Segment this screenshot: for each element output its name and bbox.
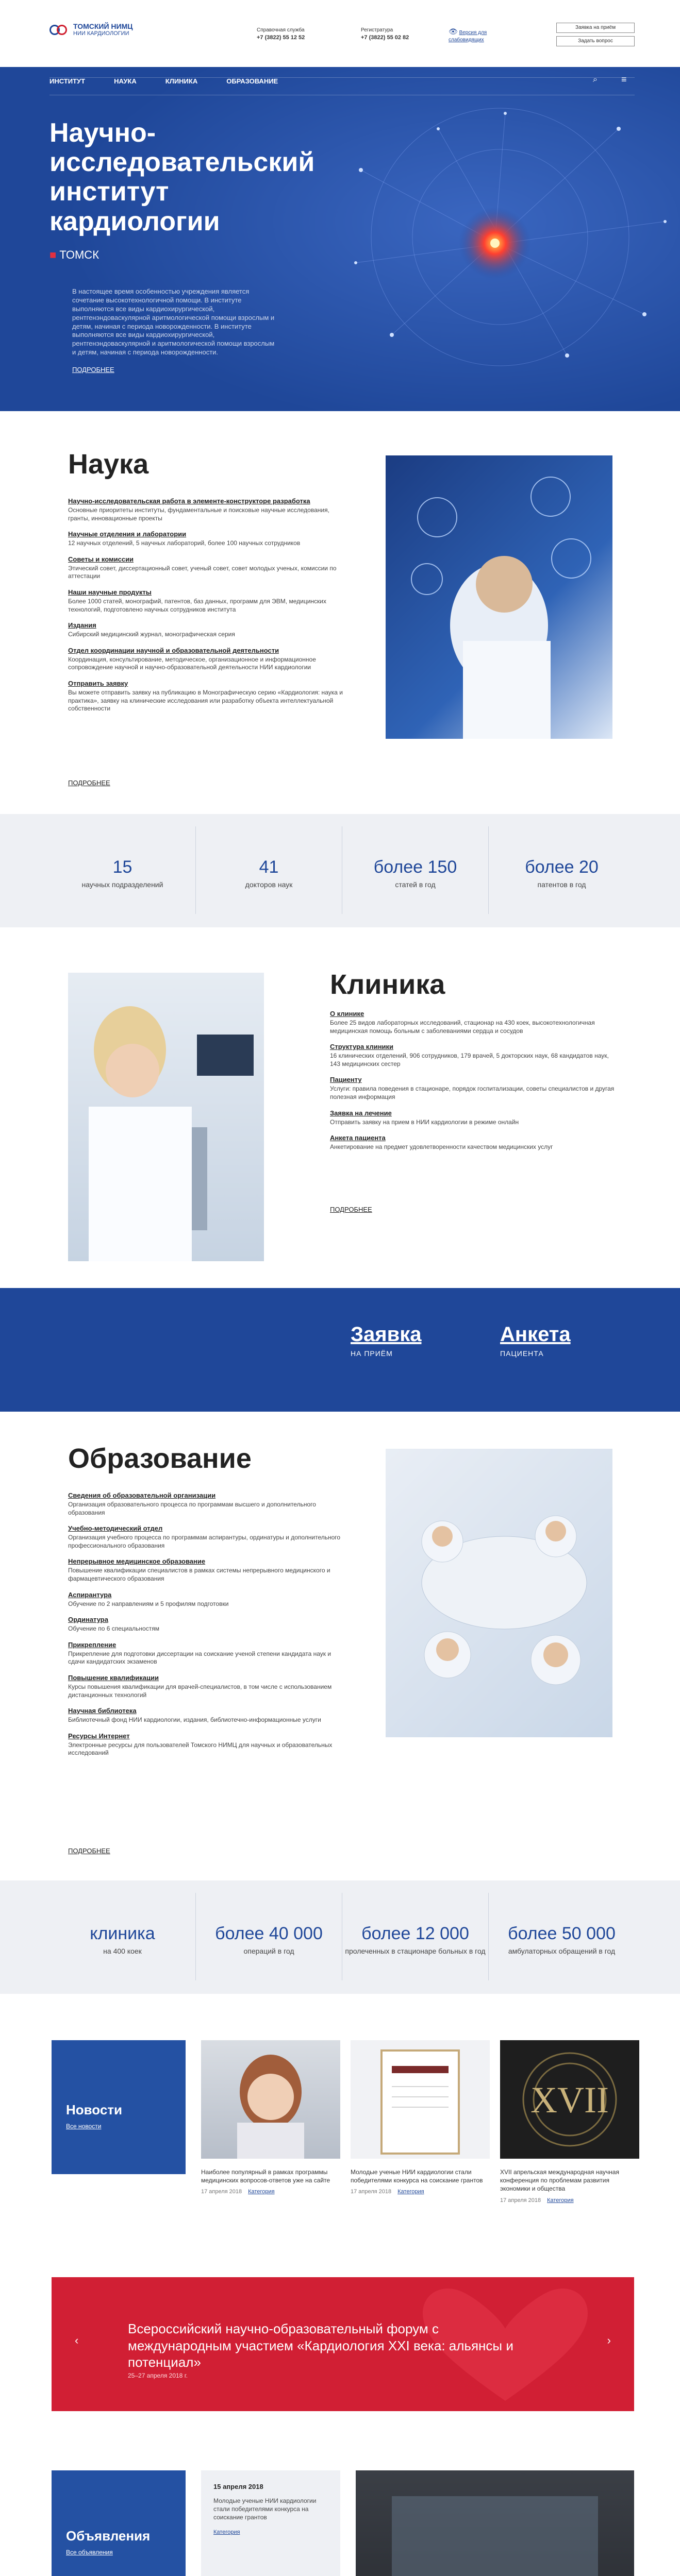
list-item-desc: Прикрепление для подготовки диссертации на соискание ученой степени кандидата наук и сдачи кандидатских экзаменов	[68, 1650, 331, 1666]
stat-value: 41	[259, 857, 279, 877]
search-icon[interactable]: ⌕	[593, 75, 598, 84]
list-item	[330, 1076, 619, 1101]
site-logo[interactable]	[49, 23, 133, 37]
stat-label: амбулаторных обращений в год	[508, 1947, 616, 1955]
list-item-link[interactable]: Повышение квалификации	[68, 1673, 159, 1682]
list-item	[330, 1043, 619, 1068]
list-item-link[interactable]: Непрерывное медицинское образование	[68, 1557, 206, 1566]
nav-science[interactable]: НАУКА	[114, 77, 137, 85]
stats-science	[0, 814, 680, 927]
news-photo	[351, 2040, 490, 2159]
list-item-link[interactable]: Ресурсы Интернет	[68, 1732, 130, 1740]
news-photo	[500, 2040, 639, 2159]
list-item-desc: Электронные ресурсы для пользователей Томского НИМЦ для научных и образовательных исследований	[68, 1741, 333, 1757]
list-item-link[interactable]: Пациенту	[330, 1076, 362, 1084]
hero	[0, 67, 680, 411]
list-item-link[interactable]: Заявка на лечение	[330, 1109, 392, 1117]
svg-text:XVII: XVII	[530, 2079, 609, 2121]
list-item-link[interactable]: Научная библиотека	[68, 1707, 137, 1715]
list-item-desc: Курсы повышения квалификации для врачей-специалистов, в том числе с использованием дистанционных технологий	[68, 1683, 332, 1699]
list-item	[68, 1616, 346, 1633]
nav-institute[interactable]: ИНСТИТУТ	[49, 77, 86, 85]
hero-more-link[interactable]: ПОДРОБНЕЕ	[72, 366, 114, 374]
stat-value: клиника	[90, 1924, 155, 1943]
list-item-desc: Отправить заявку на прием в НИИ кардиологии в режиме онлайн	[330, 1118, 519, 1126]
list-item	[330, 1109, 619, 1127]
list-item	[68, 497, 346, 522]
stat-value: более 150	[373, 857, 457, 877]
forum-banner[interactable]	[52, 2277, 634, 2411]
list-item-link[interactable]: Издания	[68, 621, 96, 630]
science-list	[68, 497, 346, 721]
apply-button[interactable]: Заявка на приём	[556, 23, 635, 33]
stat-label: докторов наук	[245, 880, 293, 889]
nav-education[interactable]: ОБРАЗОВАНИЕ	[226, 77, 278, 85]
stat-item	[49, 1893, 196, 1980]
banner-date: 25–27 апреля 2018 г.	[128, 2372, 188, 2379]
list-item	[68, 588, 346, 614]
news-photo	[201, 2040, 340, 2159]
list-item	[68, 680, 346, 713]
list-item-link[interactable]: Отправить заявку	[68, 679, 128, 687]
education-list	[68, 1492, 346, 1765]
stat-label: операций в год	[243, 1947, 294, 1955]
hero-title: Научно-исследовательский институт кардиологии	[49, 118, 315, 236]
all-ads-link[interactable]: Все объявления	[66, 2549, 113, 2556]
list-item-link[interactable]: Аспирантура	[68, 1590, 112, 1599]
list-item	[68, 1591, 346, 1608]
list-item-link[interactable]: Научно-исследовательская работа в элементе-конструкторе разработка	[68, 497, 310, 505]
stat-value: более 12 000	[361, 1924, 469, 1943]
news-card[interactable]: Наиболее популярный в рамках программы медицинских вопросов-ответов уже на сайте 17 апреля 2018 Категория	[201, 2040, 340, 2195]
stat-item	[489, 826, 635, 914]
list-item-desc: Обучение по 2 направлениям и 5 профилям подготовки	[68, 1600, 229, 1607]
list-item-link[interactable]: Структура клиники	[330, 1043, 394, 1051]
list-item	[68, 1557, 346, 1583]
stat-label: на 400 коек	[103, 1947, 142, 1955]
news-card[interactable]: Молодые ученые НИИ кардиологии стали победителями конкурса на соискание грантов 17 апреля 2018 Категория	[351, 2040, 490, 2195]
clinic-more-link[interactable]: ПОДРОБНЕЕ	[330, 1206, 372, 1213]
clinic-list	[330, 1010, 619, 1159]
list-item-desc: Координация, консультирование, методическое, организационное и информационное сопровождение научной и научно-образовательной деятельности НИИ кардиологии	[68, 655, 316, 671]
header	[0, 0, 680, 67]
list-item-link[interactable]: Сведения об образовательной организации	[68, 1492, 216, 1499]
list-item	[68, 1732, 346, 1757]
stat-item	[342, 826, 489, 914]
list-item-desc: 12 научных отделений, 5 научных лабораторий, более 100 научных сотрудников	[68, 539, 301, 547]
stat-item	[342, 1893, 489, 1980]
survey-cta[interactable]: Анкета ПАЦИЕНТА	[500, 1323, 571, 1358]
cta-section	[0, 1288, 680, 1412]
news-tile[interactable]: Новости Все новости	[52, 2040, 186, 2174]
list-item-link[interactable]: О клинике	[330, 1010, 364, 1018]
ad-category-link[interactable]: Категория	[213, 2529, 240, 2535]
ad-card[interactable]: 15 апреля 2018 Молодые ученые НИИ кардиологии стали победителями конкурса на соискание грантов Категория	[201, 2470, 340, 2576]
apply-cta[interactable]: Заявка НА ПРИЁМ	[351, 1323, 422, 1358]
stat-label: статей в год	[395, 880, 436, 889]
news-category-link[interactable]: Категория	[547, 2197, 574, 2204]
list-item	[68, 621, 346, 639]
stat-item	[49, 826, 196, 914]
list-item-desc: Организация образовательного процесса по программам высшего и дополнительного образования	[68, 1501, 316, 1516]
main-nav	[49, 77, 278, 85]
ask-button[interactable]: Задать вопрос	[556, 36, 635, 46]
science-more-link[interactable]: ПОДРОБНЕЕ	[68, 779, 110, 787]
ref-phone[interactable]: +7 (3822) 55 12 52	[257, 34, 305, 41]
list-item-desc: Организация учебного процесса по программам аспирантуры, ординатуры и дополнительного профессионального образования	[68, 1534, 341, 1549]
list-item	[68, 1707, 346, 1724]
list-item	[68, 1641, 346, 1666]
list-item-desc: Этический совет, диссертационный совет, ученый совет, совет молодых ученых, комиссии по аттестации	[68, 564, 337, 580]
list-item	[330, 1010, 619, 1035]
stat-item	[196, 1893, 342, 1980]
ads-tile[interactable]: Объявления Все объявления	[52, 2470, 186, 2576]
list-item-link[interactable]: Советы и комиссии	[68, 555, 134, 563]
eye-icon: 👁	[449, 27, 458, 36]
stat-value: более 40 000	[215, 1924, 323, 1943]
all-news-link[interactable]: Все новости	[66, 2123, 102, 2130]
stat-value: более 20	[525, 857, 599, 877]
stat-item	[196, 826, 342, 914]
menu-icon[interactable]: ≡	[621, 74, 627, 84]
ad-feature[interactable]	[356, 2470, 634, 2576]
education-title: Образование	[68, 1443, 252, 1474]
education-image	[386, 1449, 612, 1737]
logo-mark-icon	[49, 24, 69, 36]
list-item	[68, 530, 346, 548]
banner-prev-icon[interactable]: ‹	[75, 2334, 79, 2347]
science-title: Наука	[68, 449, 149, 480]
list-item-link[interactable]: Прикрепление	[68, 1640, 117, 1649]
registry: Регистратура +7 (3822) 55 02 82	[361, 27, 409, 41]
stat-value: более 50 000	[508, 1924, 616, 1943]
stat-value: 15	[112, 857, 132, 877]
list-item	[68, 647, 346, 672]
list-item-desc: Основные приоритеты институты, фундаментальные и поисковые научные исследования, гранты, инновационные проекты	[68, 506, 329, 522]
list-item-desc: 16 клинических отделений, 906 сотрудников, 179 врачей, 5 докторских наук, 68 кандидатов наук, 143 медицинских сестер	[330, 1052, 609, 1067]
list-item-link[interactable]: Отдел координации научной и образовательной деятельности	[68, 646, 279, 654]
reg-phone[interactable]: +7 (3822) 55 02 82	[361, 34, 409, 41]
stats-clinic	[0, 1880, 680, 1994]
news-category-link[interactable]: Категория	[248, 2189, 275, 2195]
list-item	[68, 1492, 346, 1517]
banner-title: Всероссийский научно-образовательный форум с международным участием «Кардиология XXI века: альянсы и потенциал»	[128, 2321, 513, 2370]
news-card[interactable]: XVII XVII апрельская международная научная конференция по проблемам развития экономики и общества 17 апреля 2018 Категория	[500, 2040, 639, 2204]
list-item-desc: Библиотечный фонд НИИ кардиологии, издания, библиотечно-информационные услуги	[68, 1716, 321, 1724]
science-image	[386, 455, 612, 739]
hero-description: В настоящее время особенностью учреждения является сочетание высокотехнологичной помощи. В институте выполняются все виды кардиохирургической, рентгенэндоваскулярной аритмологической помощи взрослым и детям, начиная с периода новорожденности. В институте выполняются все виды кардиохирургической, рентгенэндоваскулярной и аритмологической помощи взрослым и детям, начиная с периода новорожденности.	[72, 287, 275, 357]
list-item	[68, 1674, 346, 1699]
list-item-desc: Более 1000 статей, монографий, патентов, баз данных, программ для ЭВМ, медицинских технологий, подготовлено научных сотрудников института	[68, 597, 326, 613]
nav-clinic[interactable]: КЛИНИКА	[165, 77, 198, 85]
list-item-desc: Более 25 видов лабораторных исследований, стационар на 430 коек, высокотехнологичная медицинская помощь больным с заболеваниями сердца и сосудов	[330, 1019, 595, 1035]
logo-title: ТОМСКИЙ НИМЦ	[73, 22, 133, 30]
list-item-desc: Услуги: правила поведения в стационаре, порядок госпитализации, советы специалистов и другая полезная информация	[330, 1085, 615, 1100]
stat-label: научных подразделений	[81, 880, 163, 889]
clinic-image	[68, 973, 264, 1261]
list-item	[68, 555, 346, 581]
clinic-title: Клиника	[330, 969, 445, 1000]
stat-label: пролеченных в стационаре больных в год	[345, 1947, 486, 1955]
list-item-desc: Анкетирование на предмет удовлетворенности качеством медицинских услуг	[330, 1143, 553, 1151]
map-pin-icon: ■	[49, 248, 57, 261]
stat-label: патентов в год	[537, 880, 586, 889]
list-item-link[interactable]: Анкета пациента	[330, 1134, 386, 1142]
list-item-desc: Обучение по 6 специальностям	[68, 1625, 159, 1633]
stat-item	[489, 1893, 635, 1980]
list-item-link[interactable]: Наши научные продукты	[68, 588, 152, 596]
banner-next-icon[interactable]: ›	[607, 2334, 611, 2347]
news-category-link[interactable]: Категория	[397, 2189, 424, 2195]
hero-city: ■ ТОМСК	[49, 248, 99, 261]
list-item	[68, 1524, 346, 1550]
list-item-link[interactable]: Научные отделения и лаборатории	[68, 530, 187, 538]
list-item-desc: Повышение квалификации специалистов в рамках системы непрерывного медицинского и фармацевтического образования	[68, 1567, 330, 1582]
list-item-desc: Сибирский медицинский журнал, монографическая серия	[68, 631, 235, 638]
logo-sub: НИИ КАРДИОЛОГИИ	[73, 30, 129, 37]
list-item-link[interactable]: Учебно-методический отдел	[68, 1524, 163, 1533]
ref-service: Справочная служба +7 (3822) 55 12 52	[257, 27, 305, 41]
list-item	[330, 1134, 619, 1151]
vision-version-link[interactable]: 👁 Версия для слабовидящих	[449, 27, 487, 43]
list-item-desc: Вы можете отправить заявку на публикацию в Монографическую серию «Кардиология: наука и практика», заявку на клинические исследования или разработку объекта интеллектуальной собственности	[68, 688, 343, 713]
list-item-link[interactable]: Ординатура	[68, 1616, 108, 1624]
education-more-link[interactable]: ПОДРОБНЕЕ	[68, 1847, 110, 1855]
